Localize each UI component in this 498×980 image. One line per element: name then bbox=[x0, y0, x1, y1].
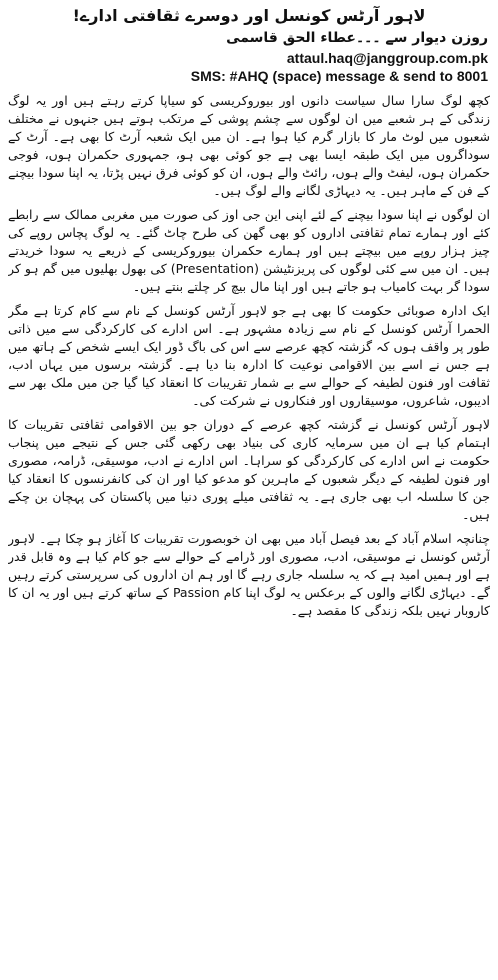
paragraph-2: ان لوگوں نے اپنا سودا بیچنے کے لئے اپنی این جی اوز کی صورت میں مغربی ممالک سے رابطے کئے اور ہمارے تمام ثقافتی اداروں کو بھی گھن کی طرح چاٹ گئے۔ یہ لوگ پچاس روپے کی چیز ہزار روپے میں بیچتے ہیں اور ہمارے حکمران بیوروکریسی کے ذریعے یہ سودا خریدتے ہیں۔ ان میں سے کئی لوگوں کی پریزنٹیشن (Presentation) کی بھول بھلیوں میں گم ہو کر سودا گر بہت کامیاب ہو جاتے ہیں اور اپنا مال بیچ کر چلتے بنتے ہیں۔ bbox=[8, 207, 490, 294]
sms-instructions: SMS: #AHQ (space) message & send to 8001 bbox=[190, 68, 488, 84]
paragraph-5: چنانچہ اسلام آباد کے بعد فیصل آباد میں بھی ان خوبصورت تقریبات کا آغاز ہو چکا ہے۔ لاہور آرٹس کونسل نے موسیقی، ادب، مصوری اور ڈرامے کے حوالے سے جو کام کیا ہے وہ قابل قدر ہے اور ہمیں امید ہے کہ یہ سلسلہ جاری رہے گا اور ہم ان اداروں کی سرپرستی کرتے رہیں گے۔ دیہاڑی لگانے والوں کے برعکس یہ لوگ اپنا کام Passion کے ساتھ کرتے ہیں اور یہ ان کا کاروبار نہیں بلکہ زندگی کا مقصد ہے۔ bbox=[8, 531, 490, 618]
headline: لاہور آرٹس کونسل اور دوسرے ثقافتی ادارے! bbox=[72, 6, 426, 25]
author-email: attaul.haq@janggroup.com.pk bbox=[286, 50, 488, 66]
article-body bbox=[8, 92, 490, 974]
byline: روزن دیوار سے ۔۔۔عطاء الحق قاسمی bbox=[226, 30, 488, 46]
paragraph-4: لاہور آرٹس کونسل نے گزشتہ کچھ عرصے کے دوران جو بین الاقوامی ثقافتی تقریبات کا اہتمام کیا ہے ان میں سرمایہ کاری کی بنیاد بھی رکھی گئی جس کے نتیجے میں پنجاب حکومت نے اس ادارے کی کارکردگی کو سراہا۔ اس ادارے نے ادب، موسیقی، ڈرامہ، مصوری اور فنون لطیفہ کے دیگر شعبوں کے ماہرین کو مدعو کیا اور ان کی کانفرنسوں کا انعقاد کیا جن کا سلسلہ اب بھی جاری ہے۔ یہ ثقافتی میلے پوری دنیا میں پاکستان کی پہچان بن چکے ہیں۔ bbox=[8, 417, 490, 522]
paragraph-1: کچھ لوگ سارا سال سیاست دانوں اور بیوروکریسی کو سیاپا کرتے رہتے ہیں اور یہ لوگ زندگی کے ہر شعبے میں ان لوگوں سے چشم پوشی کے مرتکب ہوتے ہیں جنہوں نے مختلف شعبوں میں لوٹ مار کا بازار گرم کیا ہوا ہے۔ ان میں ایک شعبہ آرٹ کا بھی ہے۔ آرٹ کے سوداگروں میں ایک طبقہ ایسا بھی ہے جو کوئی بھی ہو، جمہوری حکمران ہوں، فوجی حکمران ہوں، لیفٹ والے ہوں، رائٹ والے ہوں، ان کو کوئی فرق نہیں پڑتا، یہ اپنا سودا بیچنے کے فن کے ماہر ہیں۔ یہ دیہاڑی لگانے والے لوگ ہیں۔ bbox=[8, 93, 490, 198]
paragraph-3: ایک ادارہ صوبائی حکومت کا بھی ہے جو لاہور آرٹس کونسل کے نام سے کام کرتا ہے مگر الحمرا آرٹس کونسل کے نام سے زیادہ مشہور ہے۔ اس ادارے کی کارکردگی سے میں ذاتی طور پر واقف ہوں کہ گزشتہ کچھ عرصے سے اس کی باگ ڈور ایک ایسے شخص کے ہاتھ میں ہے جس نے اسے بین الاقوامی نوعیت کا ادارہ بنا دیا ہے۔ گزشتہ برسوں میں یہاں ادب، ثقافت اور فنون لطیفہ کے حوالے سے بے شمار تقریبات کا انعقاد کیا گیا جن میں ملک بھر سے ادیبوں، شاعروں، موسیقاروں اور فنکاروں نے شرکت کی۔ bbox=[8, 303, 490, 408]
